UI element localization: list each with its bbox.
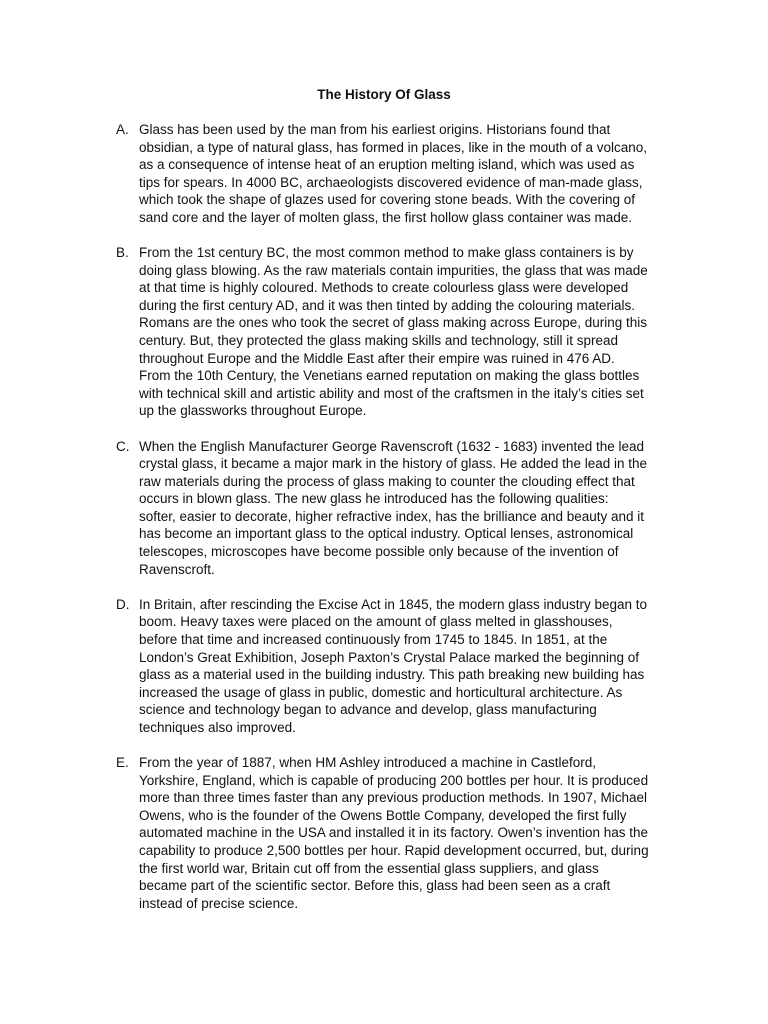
paragraph-line: From the year of 1887, when HM Ashley introduced a machine in Castleford, xyxy=(139,755,596,770)
section-paragraph xyxy=(139,244,682,420)
section-paragraph xyxy=(139,754,682,912)
section-letter: D. xyxy=(116,596,130,612)
paragraph-line: From the 10th Century, the Venetians earned reputation on making the glass bottles xyxy=(139,368,640,384)
section-a xyxy=(116,121,682,227)
paragraph-line: doing glass blowing. As the raw materials contain impurities, the glass that was made xyxy=(139,262,648,278)
paragraph-line: boom. Heavy taxes were placed on the amount of glass melted in glasshouses, xyxy=(139,614,613,630)
paragraph-line: obsidian, a type of natural glass, has formed in places, like in the mouth of a volcano, xyxy=(139,139,648,155)
paragraph-line: throughout Europe and the Middle East after their empire was ruined in 476 AD. xyxy=(139,350,615,366)
section-b xyxy=(116,244,682,420)
paragraph-line: century. But, they protected the glass making skills and technology, still it spread xyxy=(139,333,618,349)
paragraph-line: From the 1st century BC, the most common method to make glass containers is by xyxy=(139,245,634,261)
paragraph-line: Yorkshire, England, which is capable of producing 200 bottles per hour. It is produced xyxy=(139,772,649,788)
paragraph-line: sand core and the layer of molten glass, the first hollow glass container was made. xyxy=(139,209,633,225)
paragraph-line: When the English Manufacturer George Ravenscroft (1632 - 1683) invented the lead xyxy=(139,438,645,454)
paragraph-line: with technical skill and artistic ability and most of the craftsmen in the italy’s cities set xyxy=(139,385,644,401)
paragraph-line: capability to produce 2,500 bottles per hour. Rapid development occurred, but, during xyxy=(139,842,649,858)
paragraph-line: Ravenscroft. xyxy=(139,561,215,577)
section-paragraph xyxy=(139,596,682,737)
section-paragraph xyxy=(139,438,682,579)
paragraph-line: In Britain, after rescinding the Excise Act in 1845, the modern glass industry began to xyxy=(139,596,648,612)
paragraph-line: has become an important glass to the optical industry. Optical lenses, astronomical xyxy=(139,526,634,542)
paragraph-line: tips for spears. In 4000 BC, archaeologists discovered evidence of man-made glass, xyxy=(139,174,643,190)
paragraph-line: before that time and increased continuously from 1745 to 1845. In 1851, at the xyxy=(139,631,608,647)
section-letter: B. xyxy=(116,245,129,261)
paragraph-line: increased the usage of glass in public, domestic and horticultural architecture. As xyxy=(139,684,623,700)
paragraph-line: Owens, who is the founder of the Owens Bottle Company, developed the first fully xyxy=(139,807,627,823)
paragraph-line: Glass has been used by the man from his earliest origins. Historians found that xyxy=(139,122,611,137)
section-letter: C. xyxy=(116,438,130,454)
section-e xyxy=(116,754,682,912)
paragraph-line: Romans are the ones who took the secret of glass making across Europe, during this xyxy=(139,315,648,331)
paragraph-line: London’s Great Exhibition, Joseph Paxton’s Crystal Palace marked the beginning of xyxy=(139,649,640,665)
paragraph-line: automated machine in the USA and installed it in its factory. Owen’s invention has the xyxy=(139,825,649,841)
paragraph-line: up the glassworks throughout Europe. xyxy=(139,403,367,419)
paragraph-line: the first world war, Britain cut off from the essential glass suppliers, and glass xyxy=(139,860,599,876)
section-paragraph xyxy=(139,121,682,227)
paragraph-line: became part of the scientific sector. Before this, glass had been seen as a craft xyxy=(139,878,611,894)
paragraph-line: glass as a material used in the building industry. This path breaking new building has xyxy=(139,667,645,683)
paragraph-line: techniques also improved. xyxy=(139,719,296,735)
paragraph-line: telescopes, microscopes have become possible only because of the invention of xyxy=(139,544,619,560)
section-letter: E. xyxy=(116,755,129,770)
paragraph-line: during the first century AD, and it was then tinted by adding the colouring materials. xyxy=(139,297,636,313)
paragraph-line: crystal glass, it became a major mark in the history of glass. He added the lead in the xyxy=(139,456,647,472)
paragraph-line: as a consequence of intense heat of an eruption melting island, which was used as xyxy=(139,157,635,173)
document-title: The History Of Glass xyxy=(317,87,451,102)
paragraph-line: at that time is highly coloured. Methods to create colourless glass were developed xyxy=(139,280,629,296)
sections-list xyxy=(116,121,682,930)
paragraph-line: instead of precise science. xyxy=(139,895,299,911)
paragraph-line: occurs in blown glass. The new glass he introduced has the following qualities: xyxy=(139,491,609,507)
paragraph-line: more than three times faster than any previous production methods. In 1907, Michael xyxy=(139,790,648,806)
section-letter: A. xyxy=(116,122,129,137)
paragraph-line: which took the shape of glazes used for covering stone beads. With the covering of xyxy=(139,192,636,208)
paragraph-line: science and technology began to advance and develop, glass manufacturing xyxy=(139,702,597,718)
section-d xyxy=(116,596,682,737)
section-c xyxy=(116,438,682,579)
paragraph-line: softer, easier to decorate, higher refractive index, has the brilliance and beauty and it xyxy=(139,508,645,524)
paragraph-line: raw materials during the process of glass making to counter the clouding effect that xyxy=(139,473,635,489)
